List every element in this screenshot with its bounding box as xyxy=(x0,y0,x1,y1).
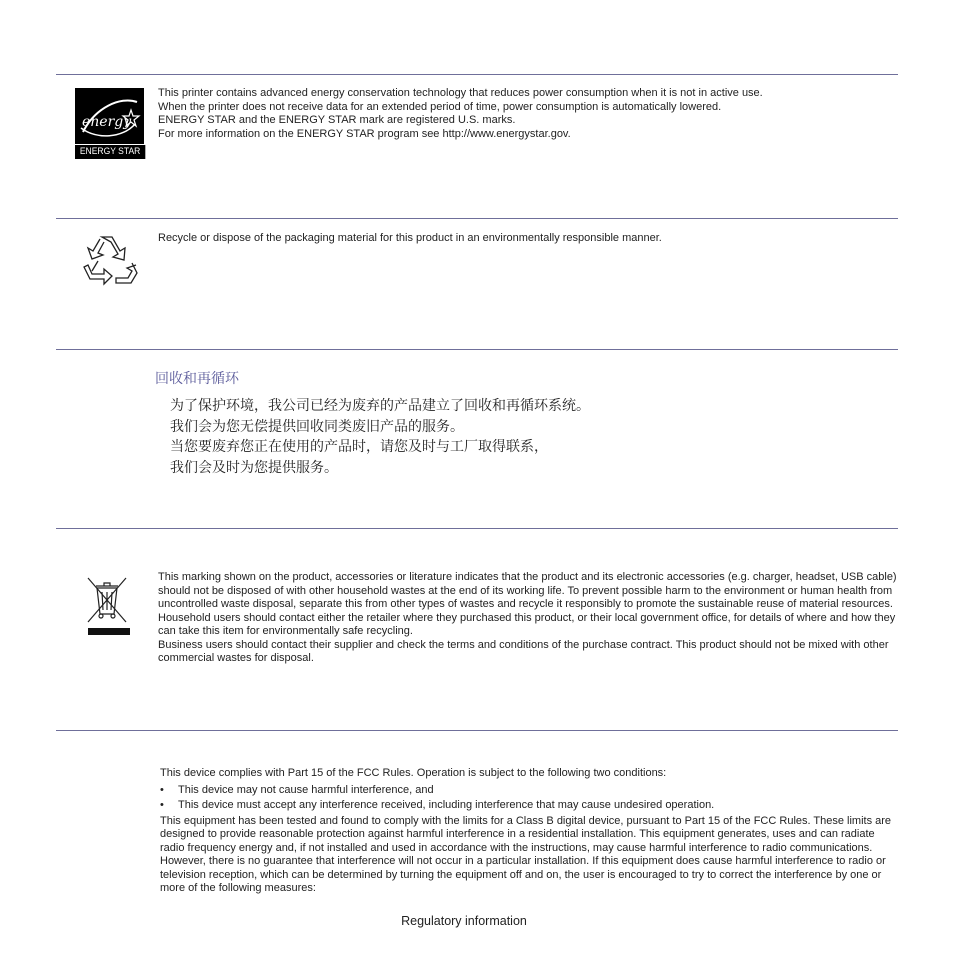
section-divider xyxy=(56,528,898,529)
page-footer xyxy=(0,914,928,928)
list-item: • This device may not cause harmful interference, and xyxy=(160,783,898,798)
fcc-body: This equipment has been tested and found to comply with the limits for a Class B digital device, pursuant to Part 15 of the FCC Rules. These limits are designed to provide reasonable protection against harmful interference in a residential installation. This equipment generates, uses and can radiate radio frequency energy and, if not installed and used in accordance with the instructions, may cause harmful interference to radio communications. However, there is no guarantee that interference will not occur in a particular installation. If this equipment does cause harmful interference to radio or television reception, which can be determined by turning the equipment off and on, the user is encouraged to try to correct the interference by one or more of the following measures: xyxy=(160,814,892,894)
footer-text: Regulatory information xyxy=(401,914,527,928)
crossed-bin-icon xyxy=(84,576,130,636)
fcc-conditions-list xyxy=(160,783,898,813)
energy-star-label: ENERGY STAR xyxy=(75,145,145,159)
china-recycling-title: 回收和再循环 xyxy=(155,371,239,387)
energy-star-line: When the printer does not receive data for an extended period of time, power consumption is automatically lowered. xyxy=(158,100,722,113)
section-divider xyxy=(56,730,898,731)
fcc-text xyxy=(160,767,898,896)
china-recycling-line: 当您要废弃您正在使用的产品时，请您及时与工厂取得联系， xyxy=(170,439,548,455)
fcc-intro: This device complies with Part 15 of the FCC Rules. Operation is subject to the following two conditions: xyxy=(160,767,667,779)
energy-star-line: ENERGY STAR and the ENERGY STAR mark are registered U.S. marks. xyxy=(158,114,516,126)
china-recycling-line: 为了保护环境，我公司已经为废弃的产品建立了回收和再循环系统。 xyxy=(170,398,590,414)
china-recycling-line: 我们会为您无偿提供回收同类废旧产品的服务。 xyxy=(170,418,464,435)
svg-text:energy: energy xyxy=(82,114,132,130)
china-recycling-body xyxy=(170,396,590,478)
energy-star-line: This printer contains advanced energy conservation technology that reduces power consumption when it is not in active use. xyxy=(158,87,763,99)
weee-text xyxy=(158,571,898,666)
weee-paragraph: Household users should contact either the retailer where they purchased this product, or their local government office, for details of where and how they can take this item for environmentally safe recycling. xyxy=(158,611,896,637)
section-divider xyxy=(56,74,898,75)
weee-paragraph: Business users should contact their supplier and check the terms and conditions of the purchase contract. This product should not be mixed with other commercial wastes for disposal. xyxy=(158,638,889,664)
energy-star-line: For more information on the ENERGY STAR program see http://www.energystar.gov. xyxy=(158,127,571,140)
section-divider xyxy=(56,218,898,219)
china-recycling-line: 我们会及时为您提供服务。 xyxy=(170,459,338,476)
section-divider xyxy=(56,349,898,350)
energy-star-icon xyxy=(75,88,144,144)
recycle-icon xyxy=(80,233,140,291)
list-item: • This device must accept any interference received, including interference that may cause undesired operation. xyxy=(160,798,898,813)
energy-star-text xyxy=(158,87,898,141)
recycling-text: Recycle or dispose of the packaging material for this product in an environmentally responsible manner. xyxy=(158,232,662,244)
weee-paragraph: This marking shown on the product, accessories or literature indicates that the product and its electronic accessories (e.g. charger, headset, USB cable) should not be disposed of with other household wastes at the end of its working life. To prevent possible harm to the environment or human health from uncontrolled waste disposal, separate this from other types of wastes and recycle it responsibly to promote the sustainable reuse of material resources. xyxy=(158,571,897,610)
energy-star-logo xyxy=(75,88,144,158)
